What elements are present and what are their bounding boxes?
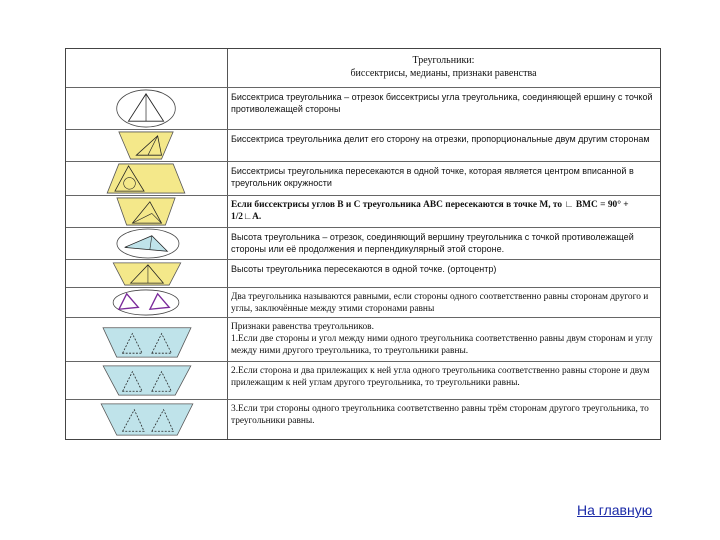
table-row xyxy=(66,227,660,259)
table-title xyxy=(231,54,656,80)
table-row xyxy=(66,259,660,287)
altitude-triangle-icon xyxy=(66,228,227,259)
table-row xyxy=(66,361,660,399)
table-row xyxy=(66,195,660,227)
orthocenter-icon xyxy=(66,260,227,287)
sas-criterion-icon xyxy=(66,318,227,361)
criteria-heading: Признаки равенства треугольников. xyxy=(231,322,374,332)
bisector-proportion-icon xyxy=(66,130,227,161)
equal-triangles-icon xyxy=(66,288,227,317)
row-text xyxy=(231,321,656,357)
row-text: 3.Если три стороны одного треугольника соответственно равны трём сторонам другого треугольника, то треугольники равны. xyxy=(231,404,649,426)
bisector-angle-icon xyxy=(66,196,227,227)
row-text: Биссектриса треугольника – отрезок биссектрисы угла треугольника, соединяющей ершину с точкой противолежащей стороны xyxy=(231,92,653,114)
table-header-row xyxy=(66,49,660,87)
table-title-line1: Треугольники: xyxy=(412,55,475,66)
sss-criterion-icon xyxy=(66,400,227,440)
row-text: Биссектриса треугольника делит его сторону на отрезки, пропорциональные двум другим сторонам xyxy=(231,134,650,144)
table-row xyxy=(66,87,660,129)
home-link[interactable]: На главную xyxy=(577,502,653,518)
table-row xyxy=(66,129,660,161)
table-row xyxy=(66,287,660,317)
table-row xyxy=(66,399,660,440)
table-row xyxy=(66,161,660,195)
incircle-triangle-icon xyxy=(66,162,227,195)
table-title-line2: биссектрисы, медианы, признаки равенства xyxy=(350,68,537,79)
row-text: Высота треугольника – отрезок, соединяющий вершину треугольника с точкой противолежащей стороны или её продолжения и перпендикулярный этой стороне. xyxy=(231,232,634,254)
criteria-text: 1.Если две стороны и угол между ними одного треугольника соответственно равны двум сторонам и углу между ними другого треугольника, то треугольники равны. xyxy=(231,334,653,356)
asa-criterion-icon xyxy=(66,362,227,399)
table-row xyxy=(66,317,660,361)
row-text: 2.Если сторона и два прилежащих к ней угла одного треугольника соответственно равны стороне и двум прилежащим к ней углам другого треугольника, то треугольники равны. xyxy=(231,366,650,388)
row-text: Биссектрисы треугольника пересекаются в одной точке, которая является центром вписанной в треугольник окружности xyxy=(231,166,634,188)
row-text: Высоты треугольника пересекаются в одной точке. (ортоцентр) xyxy=(231,264,497,274)
row-text: Два треугольника называются равными, если стороны одного соответственно равны сторонам другого и углы, заключённые между этими сторонами равны xyxy=(231,292,649,314)
bisector-triangle-icon xyxy=(66,88,227,129)
content-table xyxy=(65,48,661,440)
row-text: Если биссектрисы углов B и C треугольника ABC пересекаются в точке M, то ∟ BMC = 90° + 1/2∟A. xyxy=(231,200,629,222)
